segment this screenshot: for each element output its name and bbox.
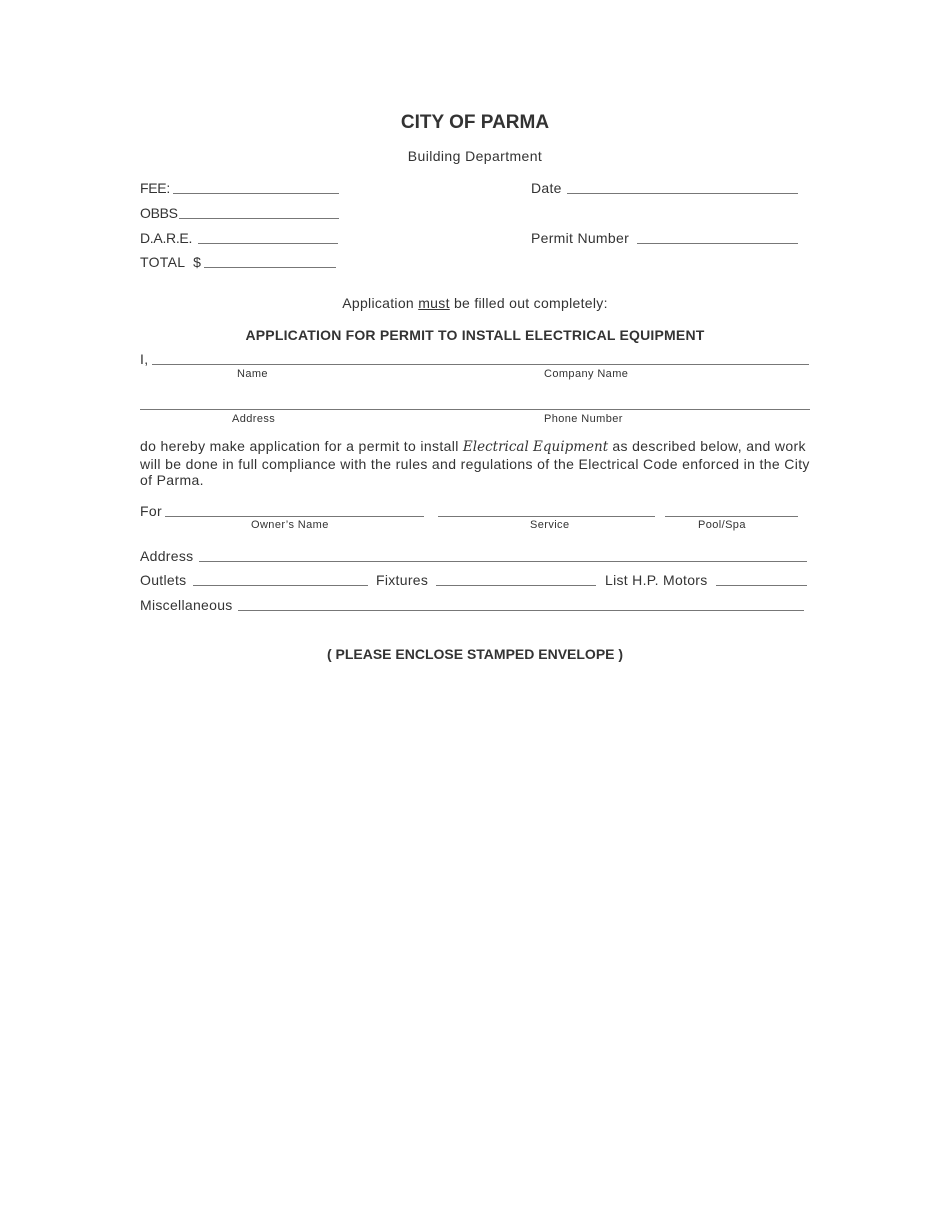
owner-name-field[interactable] [165,516,424,517]
permit-number-field[interactable] [637,243,798,244]
job-address-field[interactable] [199,561,807,562]
total-label: TOTAL $ [140,254,202,270]
compliance-statement [140,438,816,489]
notice-emphasis: must [418,295,450,311]
total-field[interactable] [204,267,336,268]
date-label: Date [531,180,562,196]
address-phone-field[interactable] [140,409,810,410]
company-name-caption: Company Name [544,368,629,380]
fee-field[interactable] [173,193,339,194]
dare-label: D.A.R.E. [140,230,193,246]
name-company-field[interactable] [152,364,809,365]
obbs-label: OBBS [140,205,178,221]
fee-label: FEE: [140,180,170,196]
statement-italic: Electrical Equipment [462,439,609,455]
owner-name-caption: Owner’s Name [251,519,329,531]
misc-label: Miscellaneous [140,597,233,613]
outlets-field[interactable] [193,585,368,586]
motors-field[interactable] [716,585,807,586]
date-field[interactable] [567,193,798,194]
name-caption: Name [237,368,268,380]
outlets-label: Outlets [140,572,187,588]
service-field[interactable] [438,516,655,517]
department-subtitle: Building Department [407,148,543,164]
completion-notice [0,295,950,311]
for-label: For [140,503,162,519]
statement-text-end: as described below, and work will be done in full compliance with the rules and regulations of the Electrical Code enforced in the City of Parma. [140,438,810,488]
applicant-prefix: I, [140,351,149,367]
address-caption: Address [232,413,276,425]
permit-number-label: Permit Number [531,230,630,246]
misc-field[interactable] [238,610,804,611]
fixtures-label: Fixtures [376,572,429,588]
page-title: CITY OF PARMA [400,112,550,133]
fixtures-field[interactable] [436,585,596,586]
pool-spa-caption: Pool/Spa [698,519,746,531]
dare-field[interactable] [198,243,338,244]
motors-label: List H.P. Motors [605,572,708,588]
pool-spa-field[interactable] [665,516,798,517]
notice-text-end: be filled out completely: [453,295,608,311]
phone-number-caption: Phone Number [544,413,623,425]
service-caption: Service [530,519,570,531]
job-address-label: Address [140,548,194,564]
statement-text-start: do hereby make application for a permit to install [140,438,459,454]
form-title: APPLICATION FOR PERMIT TO INSTALL ELECTRICAL EQUIPMENT [245,327,705,343]
obbs-field[interactable] [179,218,339,219]
envelope-note: ( PLEASE ENCLOSE STAMPED ENVELOPE ) [326,646,624,662]
notice-text-start: Application [342,295,415,311]
